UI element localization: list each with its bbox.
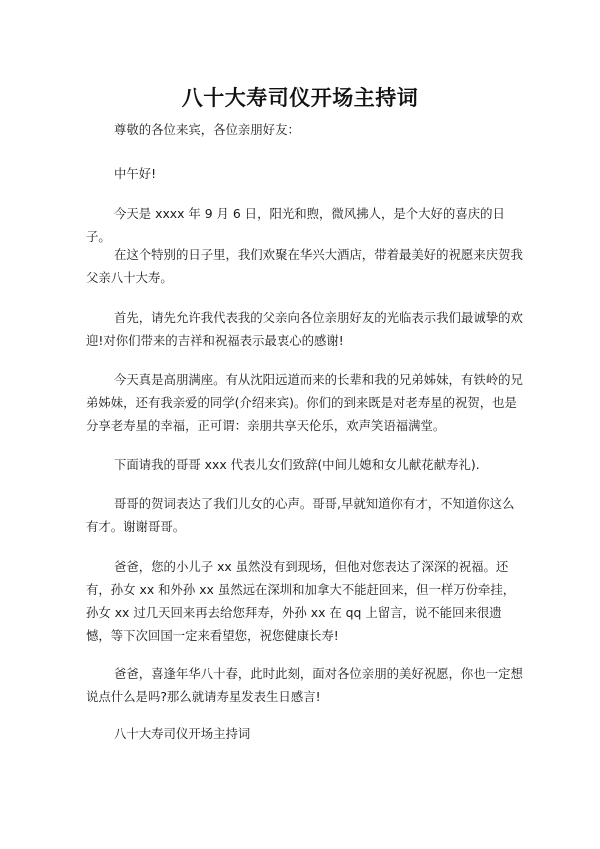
paragraph-greeting: 尊敬的各位来宾，各位亲朋好友： xyxy=(114,122,300,137)
paragraph-footer-title: 八十大寿司仪开场主持词 xyxy=(114,726,251,741)
paragraph-welcome: 首先，请先允许我代表我的父亲向各位亲朋好友的光临表示我们最诚挚的欢迎!对你们带来的吉祥和祝福表示最衷心的感谢! xyxy=(86,310,523,348)
paragraph-guests: 今天真是高朋满座。有从沈阳远道而来的长辈和我的兄弟姊妹，有铁岭的兄弟姊妹，还有我亲爱的同学(介绍来宾)。你们的到来既是对老寿星的祝贺，也是分享老寿星的幸福，正可谓：亲朋共享天伦乐，欢声笑语福满堂。 xyxy=(86,372,523,433)
paragraph-venue: 在这个特别的日子里，我们欢聚在华兴大酒店，带着最美好的祝愿来庆贺我父亲八十大寿。 xyxy=(86,247,523,285)
paragraph-brother-speech: 下面请我的哥哥 xxx 代表儿女们致辞(中间儿媳和女儿献花献寿礼). xyxy=(114,457,480,472)
page-title: 八十大寿司仪开场主持词 xyxy=(181,86,419,110)
paragraph-birthday-speech: 爸爸，喜逢年华八十春，此时此刻，面对各位亲朋的美好祝愿，你也一定想说点什么是吗?那么就请寿星发表生日感言! xyxy=(86,666,523,704)
paragraph-good-noon: 中午好! xyxy=(114,166,157,181)
paragraph-family-wishes: 爸爸，您的小儿子 xx 虽然没有到现场，但他对您表达了深深的祝福。还有，孙女 xx 和外孙 xx 虽然远在深圳和加拿大不能赶回来，但一样万份牵挂，孙女 xx 过几天回来再去给您拜寿，外孙 xx 在 qq 上留言，说不能回来很遗憾，等下次回国一定来看望您，祝您健康长寿! xyxy=(86,559,516,643)
paragraph-thanks-brother: 哥哥的贺词表达了我们儿女的心声。哥哥,早就知道你有才，不知道你这么有才。谢谢哥哥。 xyxy=(86,496,515,534)
paragraph-date: 今天是 xxxx 年 9 月 6 日，阳光和煦，微风拂人，是个大好的喜庆的日子。 xyxy=(86,206,505,244)
